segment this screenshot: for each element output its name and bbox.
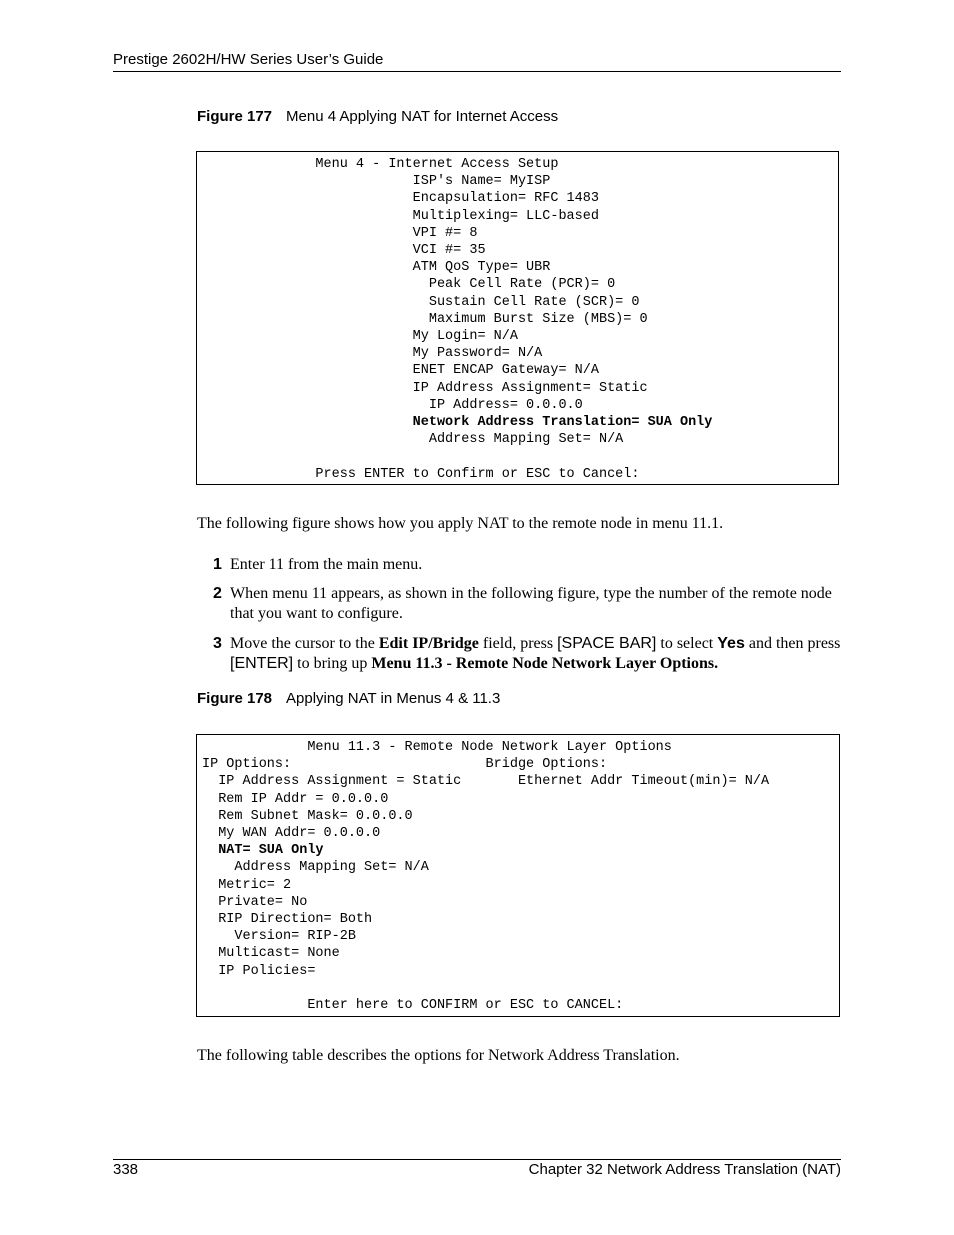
menu-4-line: Sustain Cell Rate (SCR)= 0	[202, 294, 640, 310]
menu-4-line: VPI #= 8	[202, 225, 478, 241]
menu-4-line: Multiplexing= LLC-based	[202, 208, 599, 224]
figure-178-label: Figure 178	[197, 690, 273, 707]
figure-178-caption	[197, 690, 500, 707]
menu-11-3-line: Menu 11.3 - Remote Node Network Layer Options	[202, 740, 672, 755]
step-2-number: 2	[213, 585, 222, 602]
menu-11-3-line: NAT= SUA Only	[202, 843, 324, 859]
chapter-title: Chapter 32 Network Address Translation (NAT)	[528, 1161, 841, 1178]
step-3-text-part: to bring up	[293, 655, 372, 672]
page-number: 338	[113, 1161, 139, 1178]
figure-177-title: Menu 4 Applying NAT for Internet Access	[286, 108, 559, 125]
menu-11-3-screen	[196, 734, 840, 1017]
menu-4-screen	[196, 151, 839, 485]
menu-11-3-line: IP Address Assignment = Static Ethernet Addr Timeout(min)= N/A	[202, 774, 770, 790]
menu-11-3-line: Rem Subnet Mask= 0.0.0.0	[202, 808, 413, 824]
step-3-number: 3	[213, 635, 222, 652]
menu-4-line: Encapsulation= RFC 1483	[202, 191, 599, 207]
menu-11-3-line: Rem IP Addr = 0.0.0.0	[202, 791, 389, 807]
step-2	[213, 584, 843, 624]
running-header: Prestige 2602H/HW Series User’s Guide	[113, 51, 384, 68]
menu-4-line: ATM QoS Type= UBR	[202, 260, 551, 276]
step-3-text	[230, 634, 843, 674]
step-1-text: Enter 11 from the main menu.	[230, 556, 423, 573]
menu-4-line	[202, 448, 712, 465]
intro-paragraph: The following figure shows how you apply NAT to the remote node in menu 11.1.	[197, 515, 724, 532]
menu-11-3-line: IP Options: Bridge Options:	[202, 757, 608, 773]
menu-11-3-line	[202, 980, 769, 997]
step-3-text-part: and then press	[744, 635, 841, 652]
menu-4-line: VCI #= 35	[202, 243, 486, 259]
step-3-text-part: to select	[656, 635, 718, 652]
figure-178-title: Applying NAT in Menus 4 & 11.3	[286, 690, 501, 707]
figure-177-label: Figure 177	[197, 108, 273, 125]
menu-11-3-ref: Menu 11.3 - Remote Node Network Layer Options.	[371, 655, 719, 672]
enter-key-ref: [ENTER]	[230, 655, 294, 672]
menu-4-line: Network Address Translation= SUA Only	[202, 415, 713, 431]
menu-11-3-line: Address Mapping Set= N/A	[202, 860, 429, 876]
menu-4-line: IP Address= 0.0.0.0	[202, 397, 583, 413]
menu-4-line: Address Mapping Set= N/A	[202, 432, 624, 448]
menu-11-3-line: Version= RIP-2B	[202, 929, 356, 945]
menu-11-3-line: RIP Direction= Both	[202, 912, 373, 928]
menu-4-line: IP Address Assignment= Static	[202, 380, 648, 396]
menu-11-3-line: IP Policies=	[202, 963, 316, 979]
menu-11-3-line: Multicast= None	[202, 946, 340, 962]
menu-4-line: ENET ENCAP Gateway= N/A	[202, 363, 599, 379]
menu-11-3-terminal-text	[202, 739, 769, 1014]
menu-4-line: ISP's Name= MyISP	[202, 174, 551, 190]
step-1-number: 1	[213, 556, 222, 573]
step-3	[213, 634, 843, 674]
menu-4-line: Peak Cell Rate (PCR)= 0	[202, 277, 616, 293]
menu-11-3-line: Metric= 2	[202, 877, 292, 893]
menu-4-terminal-text	[202, 156, 712, 483]
yes-option-ref: Yes	[717, 635, 745, 652]
figure-177-caption	[197, 108, 558, 125]
menu-4-line: My Password= N/A	[202, 346, 543, 362]
menu-4-line: Maximum Burst Size (MBS)= 0	[202, 311, 648, 327]
outro-paragraph: The following table describes the options for Network Address Translation.	[197, 1047, 680, 1064]
footer-divider	[113, 1159, 841, 1160]
menu-4-line: Menu 4 - Internet Access Setup	[202, 157, 559, 172]
menu-11-3-line: My WAN Addr= 0.0.0.0	[202, 826, 381, 842]
menu-11-3-line: Private= No	[202, 894, 308, 910]
header-divider	[113, 71, 841, 72]
step-2-text: When menu 11 appears, as shown in the following figure, type the number of the remote node that you want to configure.	[230, 585, 832, 622]
menu-4-line: My Login= N/A	[202, 329, 518, 345]
menu-4-line: Press ENTER to Confirm or ESC to Cancel:	[202, 466, 640, 482]
step-3-text-part: Move the cursor to the	[230, 635, 379, 652]
step-3-text-part: field, press	[478, 635, 558, 652]
menu-11-3-line: Enter here to CONFIRM or ESC to CANCEL:	[202, 998, 624, 1014]
edit-ip-bridge-field-ref: Edit IP/Bridge	[378, 635, 479, 652]
space-bar-key-ref: [SPACE BAR]	[557, 635, 657, 652]
step-1	[213, 555, 843, 575]
